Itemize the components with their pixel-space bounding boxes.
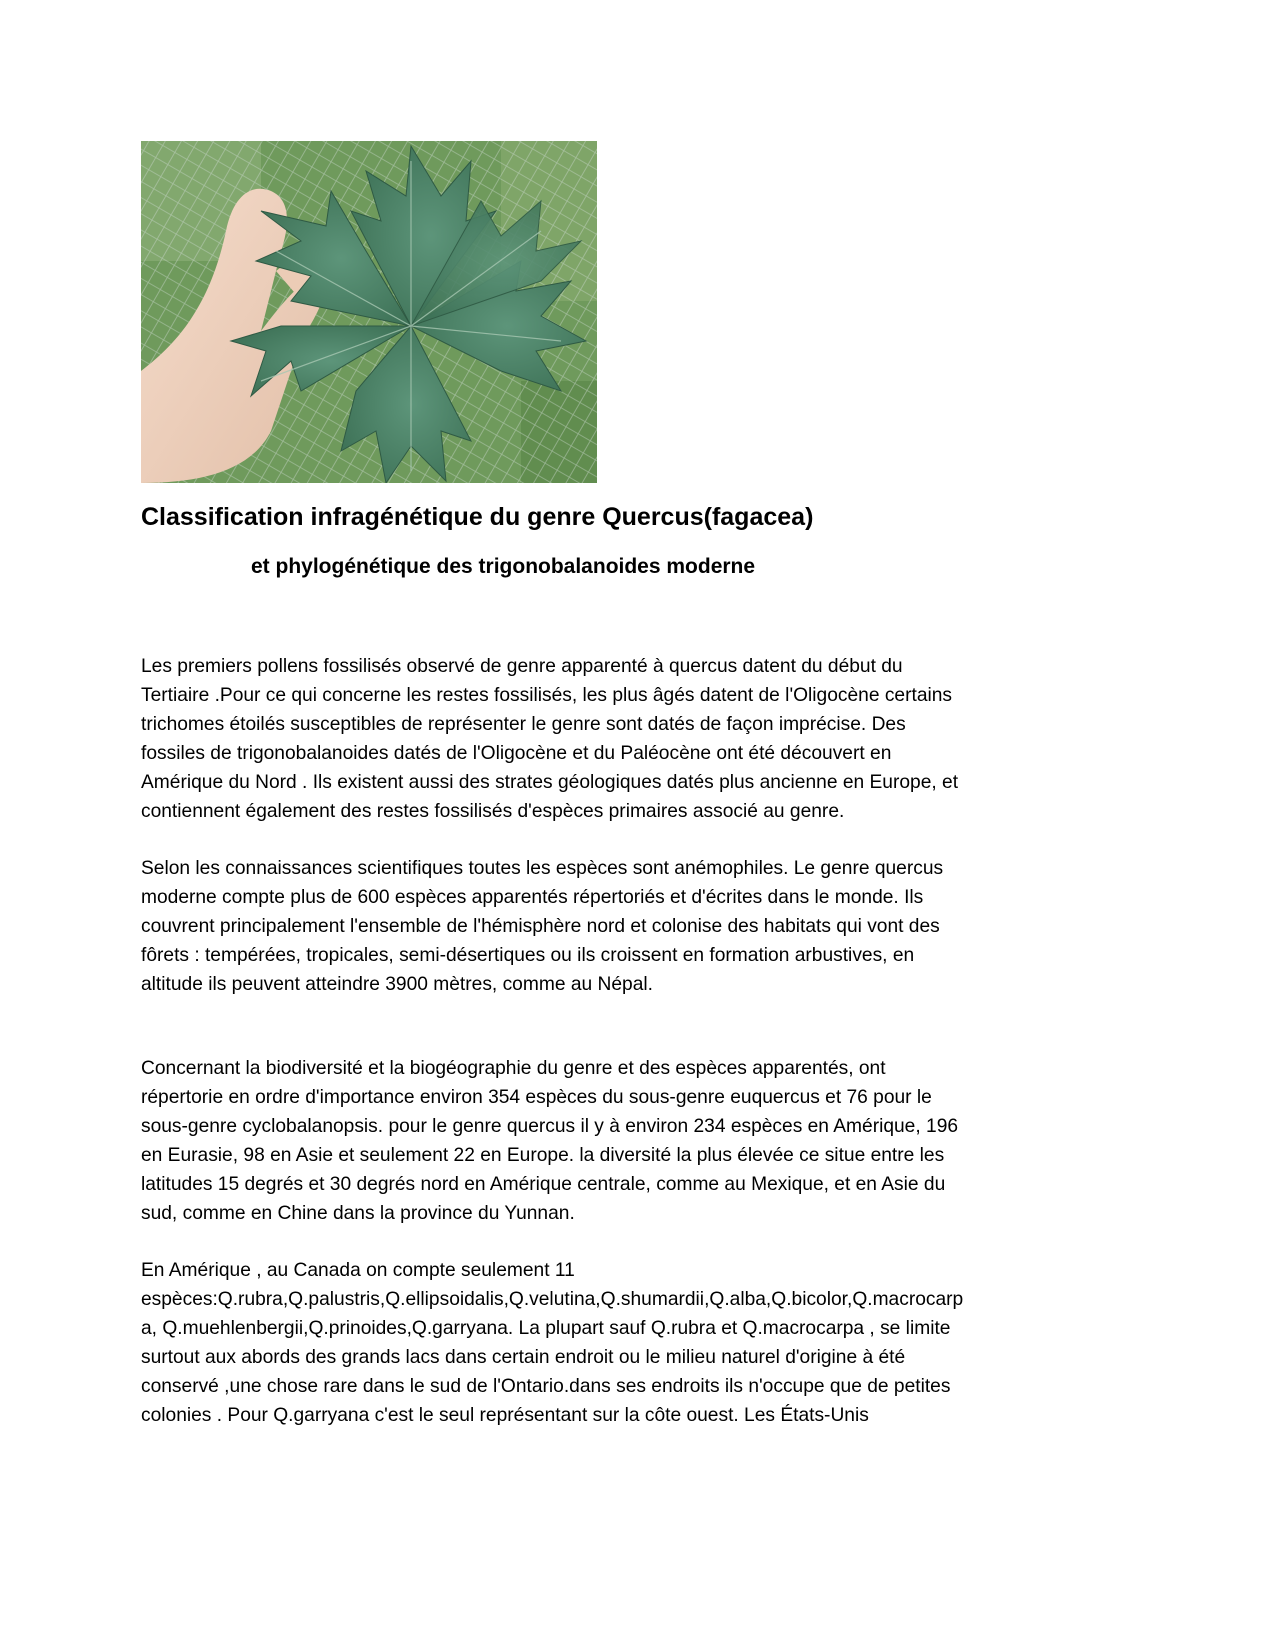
paragraph-species-habitats: [141, 854, 1141, 999]
paragraph-fossil-history: [141, 652, 1141, 826]
text-line: trichomes étoilés susceptibles de représenter le genre sont datés de façon imprécise. Des: [141, 714, 906, 735]
text-line: a, Q.muehlenbergii,Q.prinoides,Q.garryana. La plupart sauf Q.rubra et Q.macrocarpa , se limite: [141, 1318, 951, 1339]
text-line: sud, comme en Chine dans la province du Yunnan.: [141, 1203, 575, 1224]
text-line: Tertiaire .Pour ce qui concerne les restes fossilisés, les plus âgés datent de l'Oligocène certains: [141, 685, 953, 706]
text-line: surtout aux abords des grands lacs dans certain endroit ou le milieu naturel d'origine à été: [141, 1347, 906, 1368]
page-subtitle: et phylogénétique des trigonobalanoides moderne: [251, 555, 756, 578]
text-line: En Amérique , au Canada on compte seulement 11: [141, 1260, 575, 1281]
text-line: fossiles de trigonobalanoides datés de l'Oligocène et du Paléocène ont été découvert en: [141, 743, 892, 764]
text-line: contiennent également des restes fossilisés d'espèces primaires associé au genre.: [141, 801, 845, 822]
text-line: fôrets : tempérées, tropicales, semi-désertiques ou ils croissent en formation arbustives, en: [141, 945, 915, 966]
text-line: Les premiers pollens fossilisés observé de genre apparenté à quercus datent du début du: [141, 656, 903, 677]
text-line: couvrent principalement l'ensemble de l'hémisphère nord et colonise des habitats qui vont des: [141, 916, 940, 937]
text-line: Concernant la biodiversité et la biogéographie du genre et des espèces apparentés, ont: [141, 1058, 886, 1079]
page-title: Classification infragénétique du genre Quercus(fagacea): [141, 503, 814, 531]
text-line: Selon les connaissances scientifiques toutes les espèces sont anémophiles. Le genre quercus: [141, 858, 944, 879]
text-line: sous-genre cyclobalanopsis. pour le genre quercus il y à environ 234 espèces en Amérique, 196: [141, 1116, 959, 1137]
text-line: Amérique du Nord . Ils existent aussi des strates géologiques datés plus ancienne en Europe, et: [141, 772, 959, 793]
text-line: latitudes 15 degrés et 30 degrés nord en Amérique centrale, comme au Mexique, et en Asie du: [141, 1174, 946, 1195]
text-line: moderne compte plus de 600 espèces apparentés répertoriés et d'écrites dans le monde. Ils: [141, 887, 924, 908]
paragraph-biogeography: [141, 1054, 1141, 1228]
text-line: altitude ils peuvent atteindre 3900 mètres, comme au Népal.: [141, 974, 653, 995]
text-line: répertorie en ordre d'importance environ 354 espèces du sous-genre euquercus et 76 pour le: [141, 1087, 932, 1108]
paragraph-canada-species: [141, 1256, 1141, 1430]
oak-leaf-photo: [141, 141, 597, 483]
text-line: espèces:Q.rubra,Q.palustris,Q.ellipsoidalis,Q.velutina,Q.shumardii,Q.alba,Q.bicolor,Q.macrocarp: [141, 1289, 964, 1310]
text-line: en Eurasie, 98 en Asie et seulement 22 en Europe. la diversité la plus élevée ce situe entre les: [141, 1145, 945, 1166]
text-line: colonies . Pour Q.garryana c'est le seul représentant sur la côte ouest. Les États-Unis: [141, 1405, 869, 1426]
text-line: conservé ,une chose rare dans le sud de l'Ontario.dans ses endroits ils n'occupe que de petites: [141, 1376, 951, 1397]
